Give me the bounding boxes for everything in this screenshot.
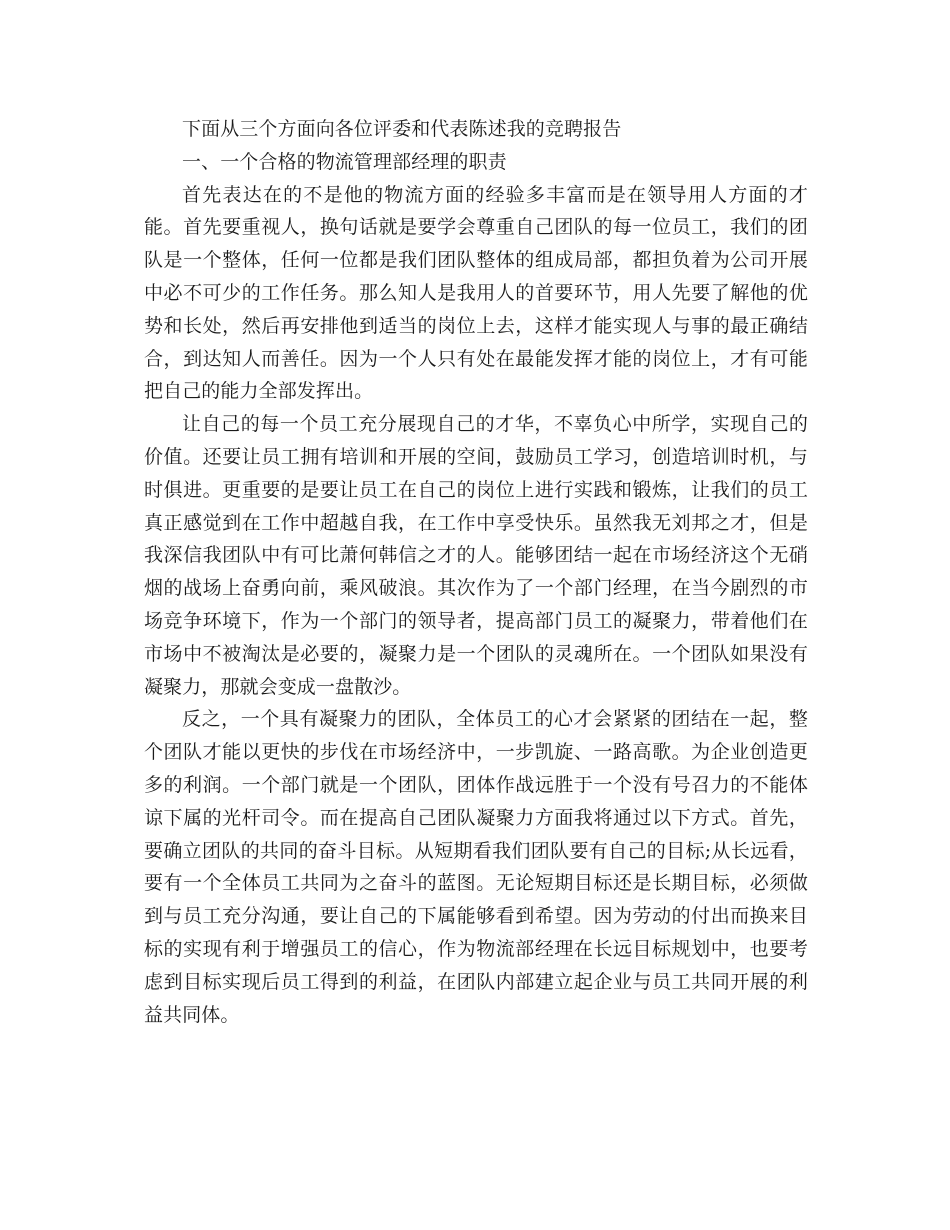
paragraph-1: 首先表达在的不是他的物流方面的经验多丰富而是在领导用人方面的才能。首先要重视人，换句话就是要学会尊重自己团队的每一位员工，我们的团队是一个整体，任何一位都是我们团队整体的组成局部，都担负着为公司开展中必不可少的工作任务。那么知人是我用人的首要环节，用人先要了解他的优势和长处，然后再安排他到适当的岗位上去，这样才能实现人与事的最正确结合，到达知人而善任。因为一个人只有处在最能发挥才能的岗位上，才有可能把自己的能力全部发挥出。 (144, 183, 808, 403)
document-body (144, 113, 808, 1031)
paragraph-2: 让自己的每一个员工充分展现自己的才华，不辜负心中所学，实现自己的价值。还要让员工拥有培训和开展的空间，鼓励员工学习，创造培训时机，与时俱进。更重要的是要让员工在自己的岗位上进行实践和锻炼，让我们的员工真正感觉到在工作中超越自我，在工作中享受快乐。虽然我无刘邦之才，但是我深信我团队中有可比萧何韩信之才的人。能够团结一起在市场经济这个无硝烟的战场上奋勇向前，乘风破浪。其次作为了一个部门经理，在当今剧烈的市场竞争环境下，作为一个部门的领导者，提高部门员工的凝聚力，带着他们在市场中不被淘汰是必要的，凝聚力是一个团队的灵魂所在。一个团队如果没有凝聚力，那就会变成一盘散沙。 (144, 413, 808, 698)
paragraph-3: 反之，一个具有凝聚力的团队，全体员工的心才会紧紧的团结在一起，整个团队才能以更快的步伐在市场经济中，一步凯旋、一路高歌。为企业创造更多的利润。一个部门就是一个团队，团体作战远胜于一个没有号召力的不能体谅下属的光杆司令。而在提高自己团队凝聚力方面我将通过以下方式。首先，要确立团队的共同的奋斗目标。从短期看我们团队要有自己的目标;从长远看，要有一个全体员工共同为之奋斗的蓝图。无论短期目标还是长期目标，必须做到与员工充分沟通，要让自己的下属能够看到希望。因为劳动的付出而换来目标的实现有利于增强员工的信心，作为物流部经理在长远目标规划中，也要考虑到目标实现后员工得到的利益，在团队内部建立起企业与员工共同开展的利益共同体。 (144, 708, 808, 1026)
intro-line: 下面从三个方面向各位评委和代表陈述我的竞聘报告 (182, 118, 622, 140)
section-heading: 一、一个合格的物流管理部经理的职责 (182, 150, 507, 173)
